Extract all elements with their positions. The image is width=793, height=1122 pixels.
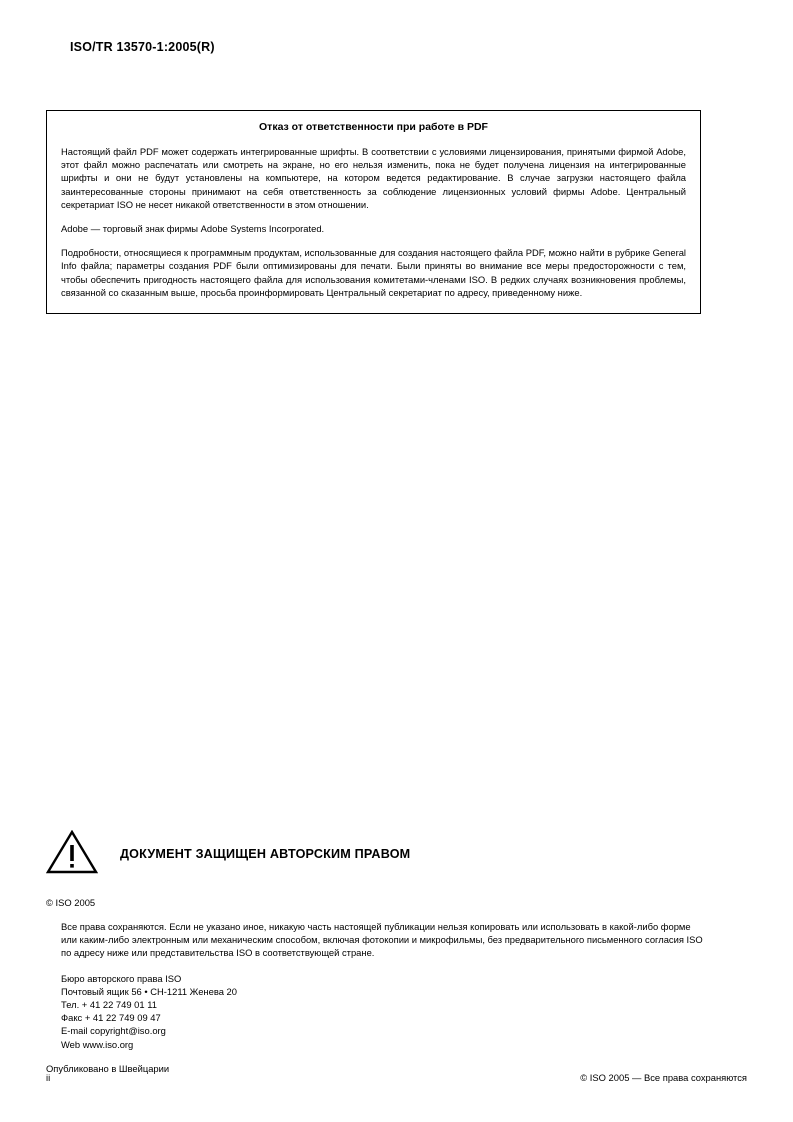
published-in-line: Опубликовано в Швейцарии bbox=[46, 1062, 170, 1074]
address-line: Тел. + 41 22 749 01 11 bbox=[61, 999, 157, 1011]
rights-reserved-text: Все права сохраняются. Если не указано иное, никакую часть настоящей публикации нельзя копировать или использовать в какой-либо форме или каким-либо электронным или механическим способом, включая фотокопии и микрофильмы, без предварительного письменного согласия ISO по адресу ниже или представительства ISO в соответствующей стране. bbox=[61, 921, 703, 959]
copyright-warning-row bbox=[46, 828, 726, 876]
copyright-notice: © ISO 2005 bbox=[46, 897, 96, 908]
copyright-section bbox=[46, 828, 726, 1074]
pdf-disclaimer-box bbox=[46, 110, 701, 314]
copyright-warning-title: ДОКУМЕНТ ЗАЩИЩЕН АВТОРСКИМ ПРАВОМ bbox=[120, 847, 411, 861]
address-line: Почтовый ящик 56 • CH-1211 Женева 20 bbox=[61, 985, 237, 997]
address-line: Факс + 41 22 749 09 47 bbox=[61, 1012, 161, 1024]
pdf-disclaimer-paragraph: Подробности, относящиеся к программным продуктам, использованные для создания настоящего файла PDF, можно найти в рубрике General Info файла; параметры создания PDF были оптимизированы для печати. Были приняты во внимание все меры предосторожности с тем, чтобы обеспечить пригодность настоящего файла для использования комитетами-членами ISO. В редких случаях возникновения проблемы, связанной со сказанным выше, просьба проинформировать Центральный секретариат по адресу, приведенному ниже. bbox=[61, 247, 686, 298]
page-number: ii bbox=[46, 1072, 51, 1083]
address-line-web: Web www.iso.org bbox=[61, 1038, 134, 1050]
address-line-email: E-mail copyright@iso.org bbox=[61, 1025, 166, 1037]
warning-triangle-icon bbox=[46, 830, 98, 874]
pdf-disclaimer-title: Отказ от ответственности при работе в PDF bbox=[259, 121, 488, 133]
footer-copyright-notice: © ISO 2005 — Все права сохраняются bbox=[580, 1072, 747, 1083]
page-footer bbox=[46, 1072, 747, 1088]
document-number: ISO/TR 13570-1:2005(R) bbox=[70, 40, 215, 54]
address-line: Бюро авторского права ISO bbox=[61, 972, 182, 984]
pdf-disclaimer-paragraph: Настоящий файл PDF может содержать интегрированные шрифты. В соответствии с условиями лицензирования, принятыми фирмой Adobe, этот файл можно распечатать или смотреть на экране, но его нельзя изменить, пока не будет получена лицензия на интегрированные шрифты и они не будут установлены на компьютере, на котором ведется редактирование. В случае загрузки настоящего файла заинтересованные стороны принимают на себя ответственность за соблюдение лицензионных условий фирмы Adobe. Центральный секретариат ISO не несет никакой ответственности в этом отношении. bbox=[61, 146, 686, 210]
rights-reserved-block bbox=[61, 920, 706, 960]
pdf-disclaimer-paragraph: Adobe — торговый знак фирмы Adobe Systems Incorporated. bbox=[61, 223, 325, 235]
iso-copyright-office-address bbox=[61, 972, 726, 1051]
